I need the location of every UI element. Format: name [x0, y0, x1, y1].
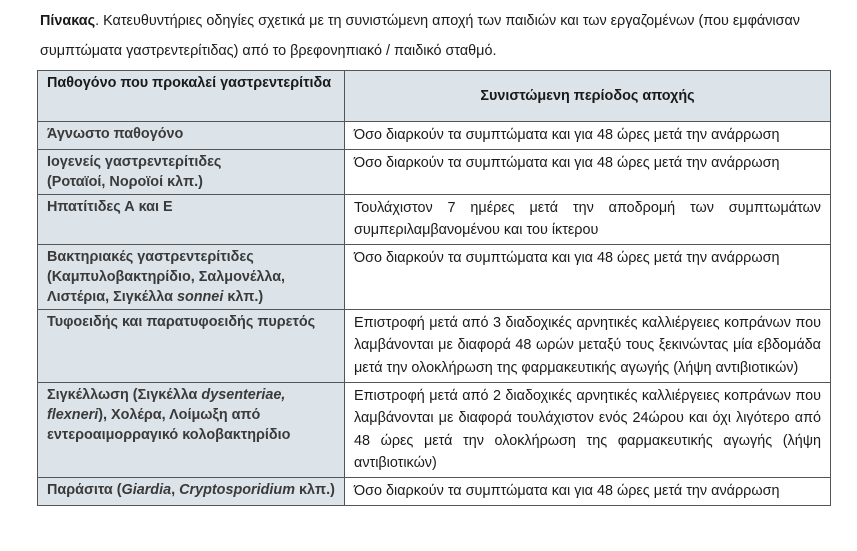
table-header-row: [38, 71, 831, 122]
row-pathogen: [38, 477, 345, 505]
pathogen-italic: dysenteriae, flexneri: [47, 386, 286, 423]
header-pathogen: Παθογόνο που προκαλεί γαστρεντερίτιδα: [38, 71, 345, 122]
row-period: Όσο διαρκούν τα συμπτώματα και για 48 ώρες μετά την ανάρρωση: [345, 244, 831, 309]
pathogen-italic: Cryptosporidium: [179, 481, 296, 498]
row-period: Τουλάχιστον 7 ημέρες μετά την αποδρομή των συμπτωμάτων συμπεριλαμβανομένου και του ίκτερου: [345, 194, 831, 244]
table-row: [38, 477, 831, 505]
pathogen-text: κλπ.): [295, 481, 335, 498]
table-row: [38, 244, 831, 309]
caption-text: . Κατευθυντήριες οδηγίες σχετικά με τη συνιστώμενη αποχή των παιδιών και των εργαζομένων (που εμφάνισαν συμπτώματα γαστρεντερίτιδας) από το βρεφονηπιακό / παιδικό σταθμό.: [40, 13, 801, 59]
row-period: Επιστροφή μετά από 3 διαδοχικές αρνητικές καλλιέργειες κοπράνων που λαμβάνονται με διαφορά 48 ωρών μεταξύ τους ξεκινώντας μία εβδομάδα μετά την ολοκλήρωση της φαρμακευτικής αγωγής (λήψη αντιβιοτικών): [345, 309, 831, 382]
pathogen-line: Βακτηριακές γαστρεντερίτιδες: [47, 248, 254, 265]
pathogen-line: Ιογενείς γαστρεντερίτιδες: [47, 153, 222, 170]
pathogen-text: ,: [171, 481, 180, 498]
pathogen-line: (Καμπυλοβακτηρίδιο, Σαλμονέλλα,: [47, 268, 286, 285]
pathogen-italic: Giardia: [121, 481, 172, 498]
pathogen-line: κλπ.): [223, 288, 264, 305]
header-period: Συνιστώμενη περίοδος αποχής: [345, 71, 831, 122]
pathogen-text: Παράσιτα (: [47, 481, 122, 498]
pathogen-line: Λιστέρια, Σιγκέλλα: [47, 288, 177, 305]
row-pathogen: Ηπατίτιδες Α και Ε: [38, 194, 345, 244]
table-row: [38, 382, 831, 477]
exclusion-table: [37, 70, 831, 506]
row-period: Όσο διαρκούν τα συμπτώματα και για 48 ώρες μετά την ανάρρωση: [345, 122, 831, 150]
pathogen-text: ), Χολέρα, Λοίμωξη από εντεροαιμορραγικό κολοβακτηρίδιο: [47, 406, 291, 443]
row-period: Επιστροφή μετά από 2 διαδοχικές αρνητικές καλλιέργειες κοπράνων που λαμβάνονται με διαφορά τουλάχιστον ενός 24ώρου και όχι λιγότερο από 48 ώρες μετά την ολοκλήρωση της φαρμακευτικής αγωγής (λήψη αντιβιοτικών): [345, 382, 831, 477]
table-row: [38, 309, 831, 382]
row-period: Όσο διαρκούν τα συμπτώματα και για 48 ώρες μετά την ανάρρωση: [345, 477, 831, 505]
pathogen-line: (Ροταϊοί, Νοροϊοί κλπ.): [47, 173, 203, 190]
row-pathogen: [38, 149, 345, 194]
row-pathogen: [38, 382, 345, 477]
pathogen-italic: sonnei: [176, 288, 224, 305]
table-row: [38, 149, 831, 194]
table-row: [38, 194, 831, 244]
row-period: Όσο διαρκούν τα συμπτώματα και για 48 ώρες μετά την ανάρρωση: [345, 149, 831, 194]
table-caption: [40, 6, 830, 66]
table-row: [38, 122, 831, 150]
row-pathogen: [38, 244, 345, 309]
pathogen-text: Σιγκέλλωση (Σιγκέλλα: [47, 386, 202, 403]
caption-label: Πίνακας: [40, 13, 96, 29]
row-pathogen: Τυφοειδής και παρατυφοειδής πυρετός: [38, 309, 345, 382]
row-pathogen: Άγνωστο παθογόνο: [38, 122, 345, 150]
